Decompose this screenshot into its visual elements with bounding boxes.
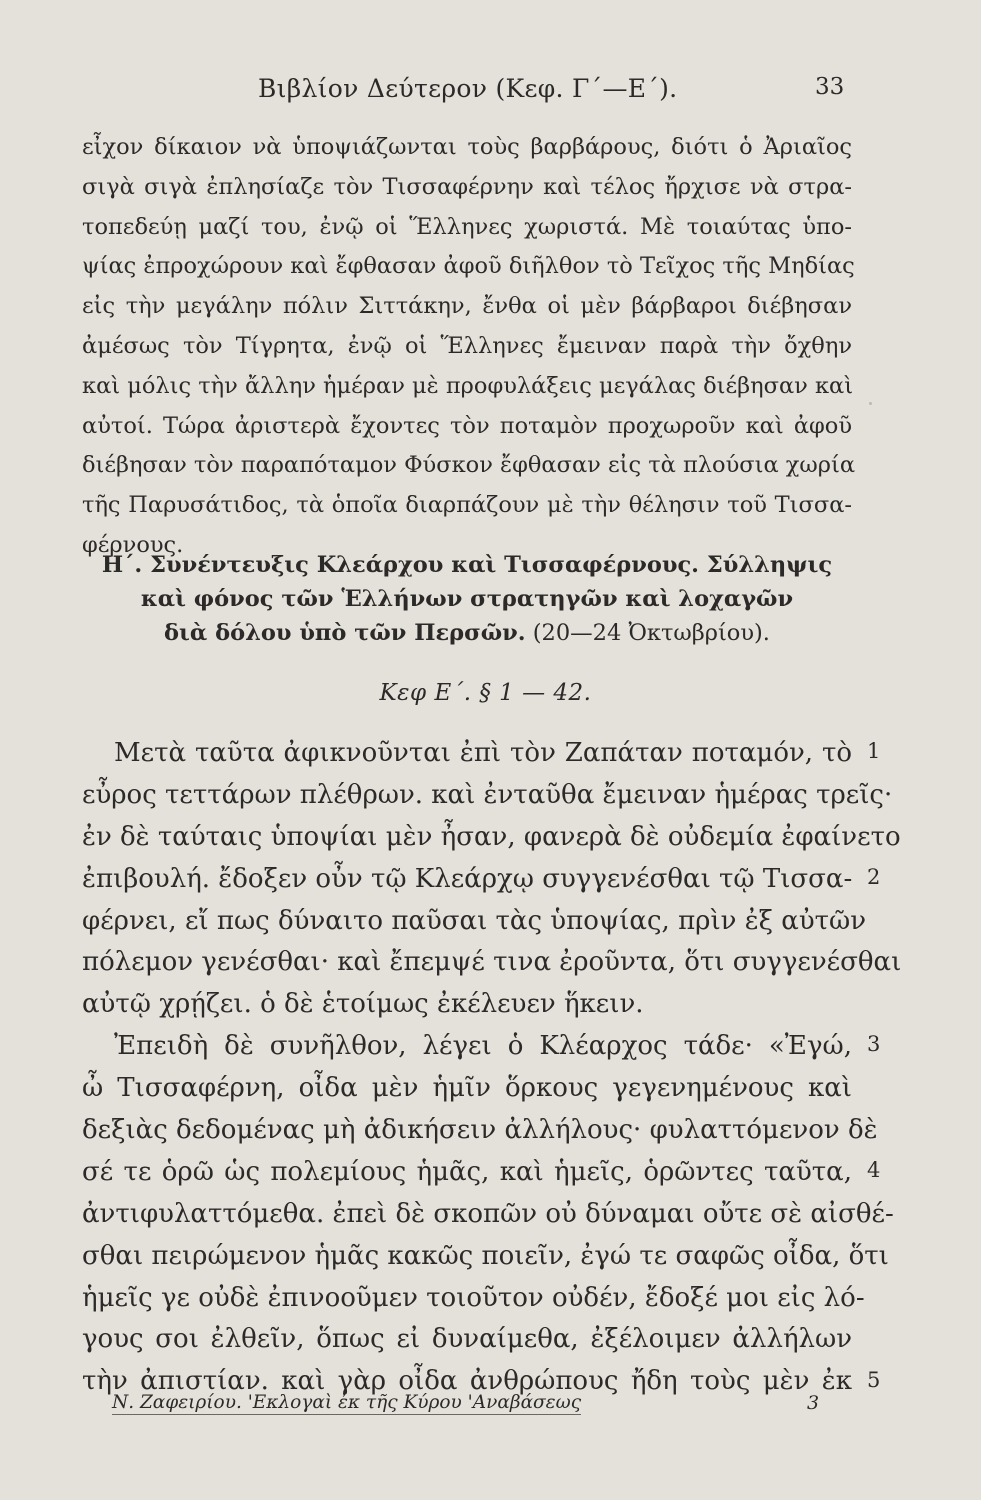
greek-text-line-content: αὐτῷ χρῄζει. ὁ δὲ ἑτοίμως ἐκέλευεν ἥκειν. <box>82 989 644 1020</box>
greek-text-line <box>82 901 867 943</box>
greek-text-line <box>82 1194 894 1236</box>
greek-text-line <box>82 775 893 817</box>
section-marginal-number: 5 <box>867 1367 881 1392</box>
greek-text-line-content: ἐν δὲ ταύταις ὑποψίαι μὲν ἦσαν, φανερὰ δὲ οὐδεμία ἐφαίνετο <box>82 821 901 852</box>
footer-sheet-number: 3 <box>807 1392 820 1414</box>
section-marginal-number: 4 <box>867 1158 881 1182</box>
chapter-reference-text: Κεφ Ε΄. § 1 — 42. <box>379 680 592 706</box>
intro-line: εἰς τὴν μεγάλην πόλιν Σιττάκην, ἔνθα οἱ μὲν βάρβαροι διέβησαν <box>82 293 852 320</box>
greek-text-line <box>82 942 902 984</box>
greek-text-line <box>82 1026 852 1068</box>
greek-text-line-content: πόλεμον γενέσθαι· καὶ ἔπεμψέ τινα ἐροῦντα, ὅτι συγγενέσθαι <box>82 947 902 978</box>
greek-text-line-content: ἡμεῖς γε οὐδὲ ἐπινοοῦμεν τοιοῦτον οὐδέν, ἔδοξέ μοι εἰς λό- <box>82 1282 865 1313</box>
paper-spot <box>541 1082 543 1084</box>
greek-text-line <box>82 859 852 901</box>
greek-text-line-content: τὴν ἀπιστίαν. καὶ γὰρ οἶδα ἀνθρώπους ἤδη τοὺς μὲν ἐκ <box>82 1366 852 1397</box>
greek-text-line-content: ἐπιβουλή. ἔδοξεν οὖν τῷ Κλεάρχῳ συγγενέσθαι τῷ Τισσα- <box>82 863 853 894</box>
greek-text-line <box>82 1319 852 1361</box>
intro-line: τοπεδεύῃ μαζί του, ἐνῷ οἱ Ἕλληνες χωριστά. Μὲ τοιαύτας ὑπο- <box>82 213 852 240</box>
greek-text-line <box>82 1068 852 1110</box>
intro-line: ψίας ἐπροχώρουν καὶ ἔφθασαν ἀφοῦ διῆλθον τὸ Τεῖχος τῆς Μηδίας <box>82 253 855 280</box>
chapter-reference <box>0 680 981 706</box>
greek-text-line-content: ὦ Τισσαφέρνη, οἶδα μὲν ἡμῖν ὅρκους γεγενημένους καὶ <box>82 1073 852 1104</box>
intro-line: διέβησαν τὸν παραπόταμον Φύσκον ἔφθασαν εἰς τὰ πλούσια χωρία <box>82 452 856 479</box>
greek-text-line <box>82 733 852 775</box>
intro-line: αὐτοί. Τώρα ἀριστερὰ ἔχοντες τὸν ποταμὸν προχωροῦν καὶ ἀφοῦ <box>82 412 852 439</box>
running-title: Βιβλίον Δεύτερον (Κεφ. Γ΄—Ε΄). <box>258 74 678 103</box>
greek-text-line-content: Ἐπειδὴ δὲ συνῆλθον, λέγει ὁ Κλέαρχος τάδε· «Ἐγώ, <box>114 1031 852 1062</box>
greek-text-line-content: φέρνει, εἴ πως δύναιτο παῦσαι τὰς ὑποψίας, πρὶν ἐξ αὐτῶν <box>82 905 867 936</box>
intro-line: σιγὰ σιγὰ ἐπλησίαζε τὸν Τισσαφέρνην καὶ τέλος ἤρχισε νὰ στρα- <box>82 173 852 200</box>
greek-text-line-content: εὖρος τεττάρων πλέθρων. καὶ ἐνταῦθα ἔμειναν ἡμέρας τρεῖς· <box>82 779 893 810</box>
footer-signature: Ν. Ζαφειρίου. 'Εκλογαὶ ἐκ τῆς Κύρου 'Αναβάσεως <box>112 1392 582 1413</box>
section-marginal-number: 2 <box>867 864 881 889</box>
greek-text-line-content: σθαι πειρώμενον ἡμᾶς κακῶς ποιεῖν, ἐγώ τε σαφῶς οἶδα, ὅτι <box>82 1240 889 1271</box>
greek-text-line <box>82 1110 878 1152</box>
intro-line: φέρνους. <box>82 531 184 558</box>
greek-text-line-content: σέ τε ὁρῶ ὡς πολεμίους ἡμᾶς, καὶ ἡμεῖς, ὁρῶντες ταῦτα, <box>82 1156 852 1187</box>
section-heading-date: (20—24 Ὀκτωβρίου). <box>532 620 770 646</box>
greek-text-line-content: Μετὰ ταῦτα ἀφικνοῦνται ἐπὶ τὸν Ζαπάταν ποταμόν, τὸ <box>114 738 852 768</box>
intro-line: εἶχον δίκαιον νὰ ὑποψιάζωνται τοὺς βαρβάρους, διότι ὁ Ἀριαῖος <box>82 134 852 160</box>
paper-spot <box>869 402 872 405</box>
section-marginal-number: 3 <box>867 1032 881 1057</box>
greek-text-line-content: δεξιὰς δεδομένας μὴ ἀδικήσειν ἀλλήλους· φυλαττόμενον δὲ <box>82 1115 878 1146</box>
section-heading <box>82 548 852 650</box>
intro-line: ἀμέσως τὸν Τίγρητα, ἐνῷ οἱ Ἕλληνες ἔμειναν παρὰ τὴν ὄχθην <box>82 332 852 359</box>
greek-text-line <box>82 984 852 1026</box>
greek-text-line-content: ἀντιφυλαττόμεθα. ἐπεὶ δὲ σκοπῶν οὐ δύναμαι οὔτε σὲ αἰσθέ- <box>82 1198 894 1229</box>
greek-text-line <box>82 1152 852 1194</box>
section-heading-line-1: Η΄. Συνέντευξις Κλεάρχου καὶ Τισσαφέρνους. Σύλληψις <box>101 552 833 578</box>
page-number: 33 <box>815 74 845 100</box>
greek-text-line <box>82 1278 865 1320</box>
greek-text-line-content: γους σοι ἐλθεῖν, ὅπως εἰ δυναίμεθα, ἐξέλοιμεν ἀλλήλων <box>82 1324 852 1355</box>
intro-line: καὶ μόλις τὴν ἄλλην ἡμέραν μὲ προφυλάξεις μεγάλας διέβησαν καὶ <box>82 372 854 399</box>
page-footer <box>82 1392 852 1422</box>
intro-line: τῆς Παρυσάτιδος, τὰ ὁποῖα διαρπάζουν μὲ τὴν θέλησιν τοῦ Τισσα- <box>82 492 852 519</box>
greek-text-line <box>82 817 901 859</box>
greek-text-block <box>82 733 902 1403</box>
intro-paragraph <box>82 128 856 566</box>
section-heading-line-3: διὰ δόλου ὑπὸ τῶν Περσῶν. <box>164 620 526 646</box>
greek-text-line <box>82 1236 889 1278</box>
section-heading-line-2: καὶ φόνος τῶν Ἑλλήνων στρατηγῶν καὶ λοχαγῶν <box>140 586 794 612</box>
running-head <box>0 74 981 114</box>
section-marginal-number: 1 <box>867 739 881 763</box>
